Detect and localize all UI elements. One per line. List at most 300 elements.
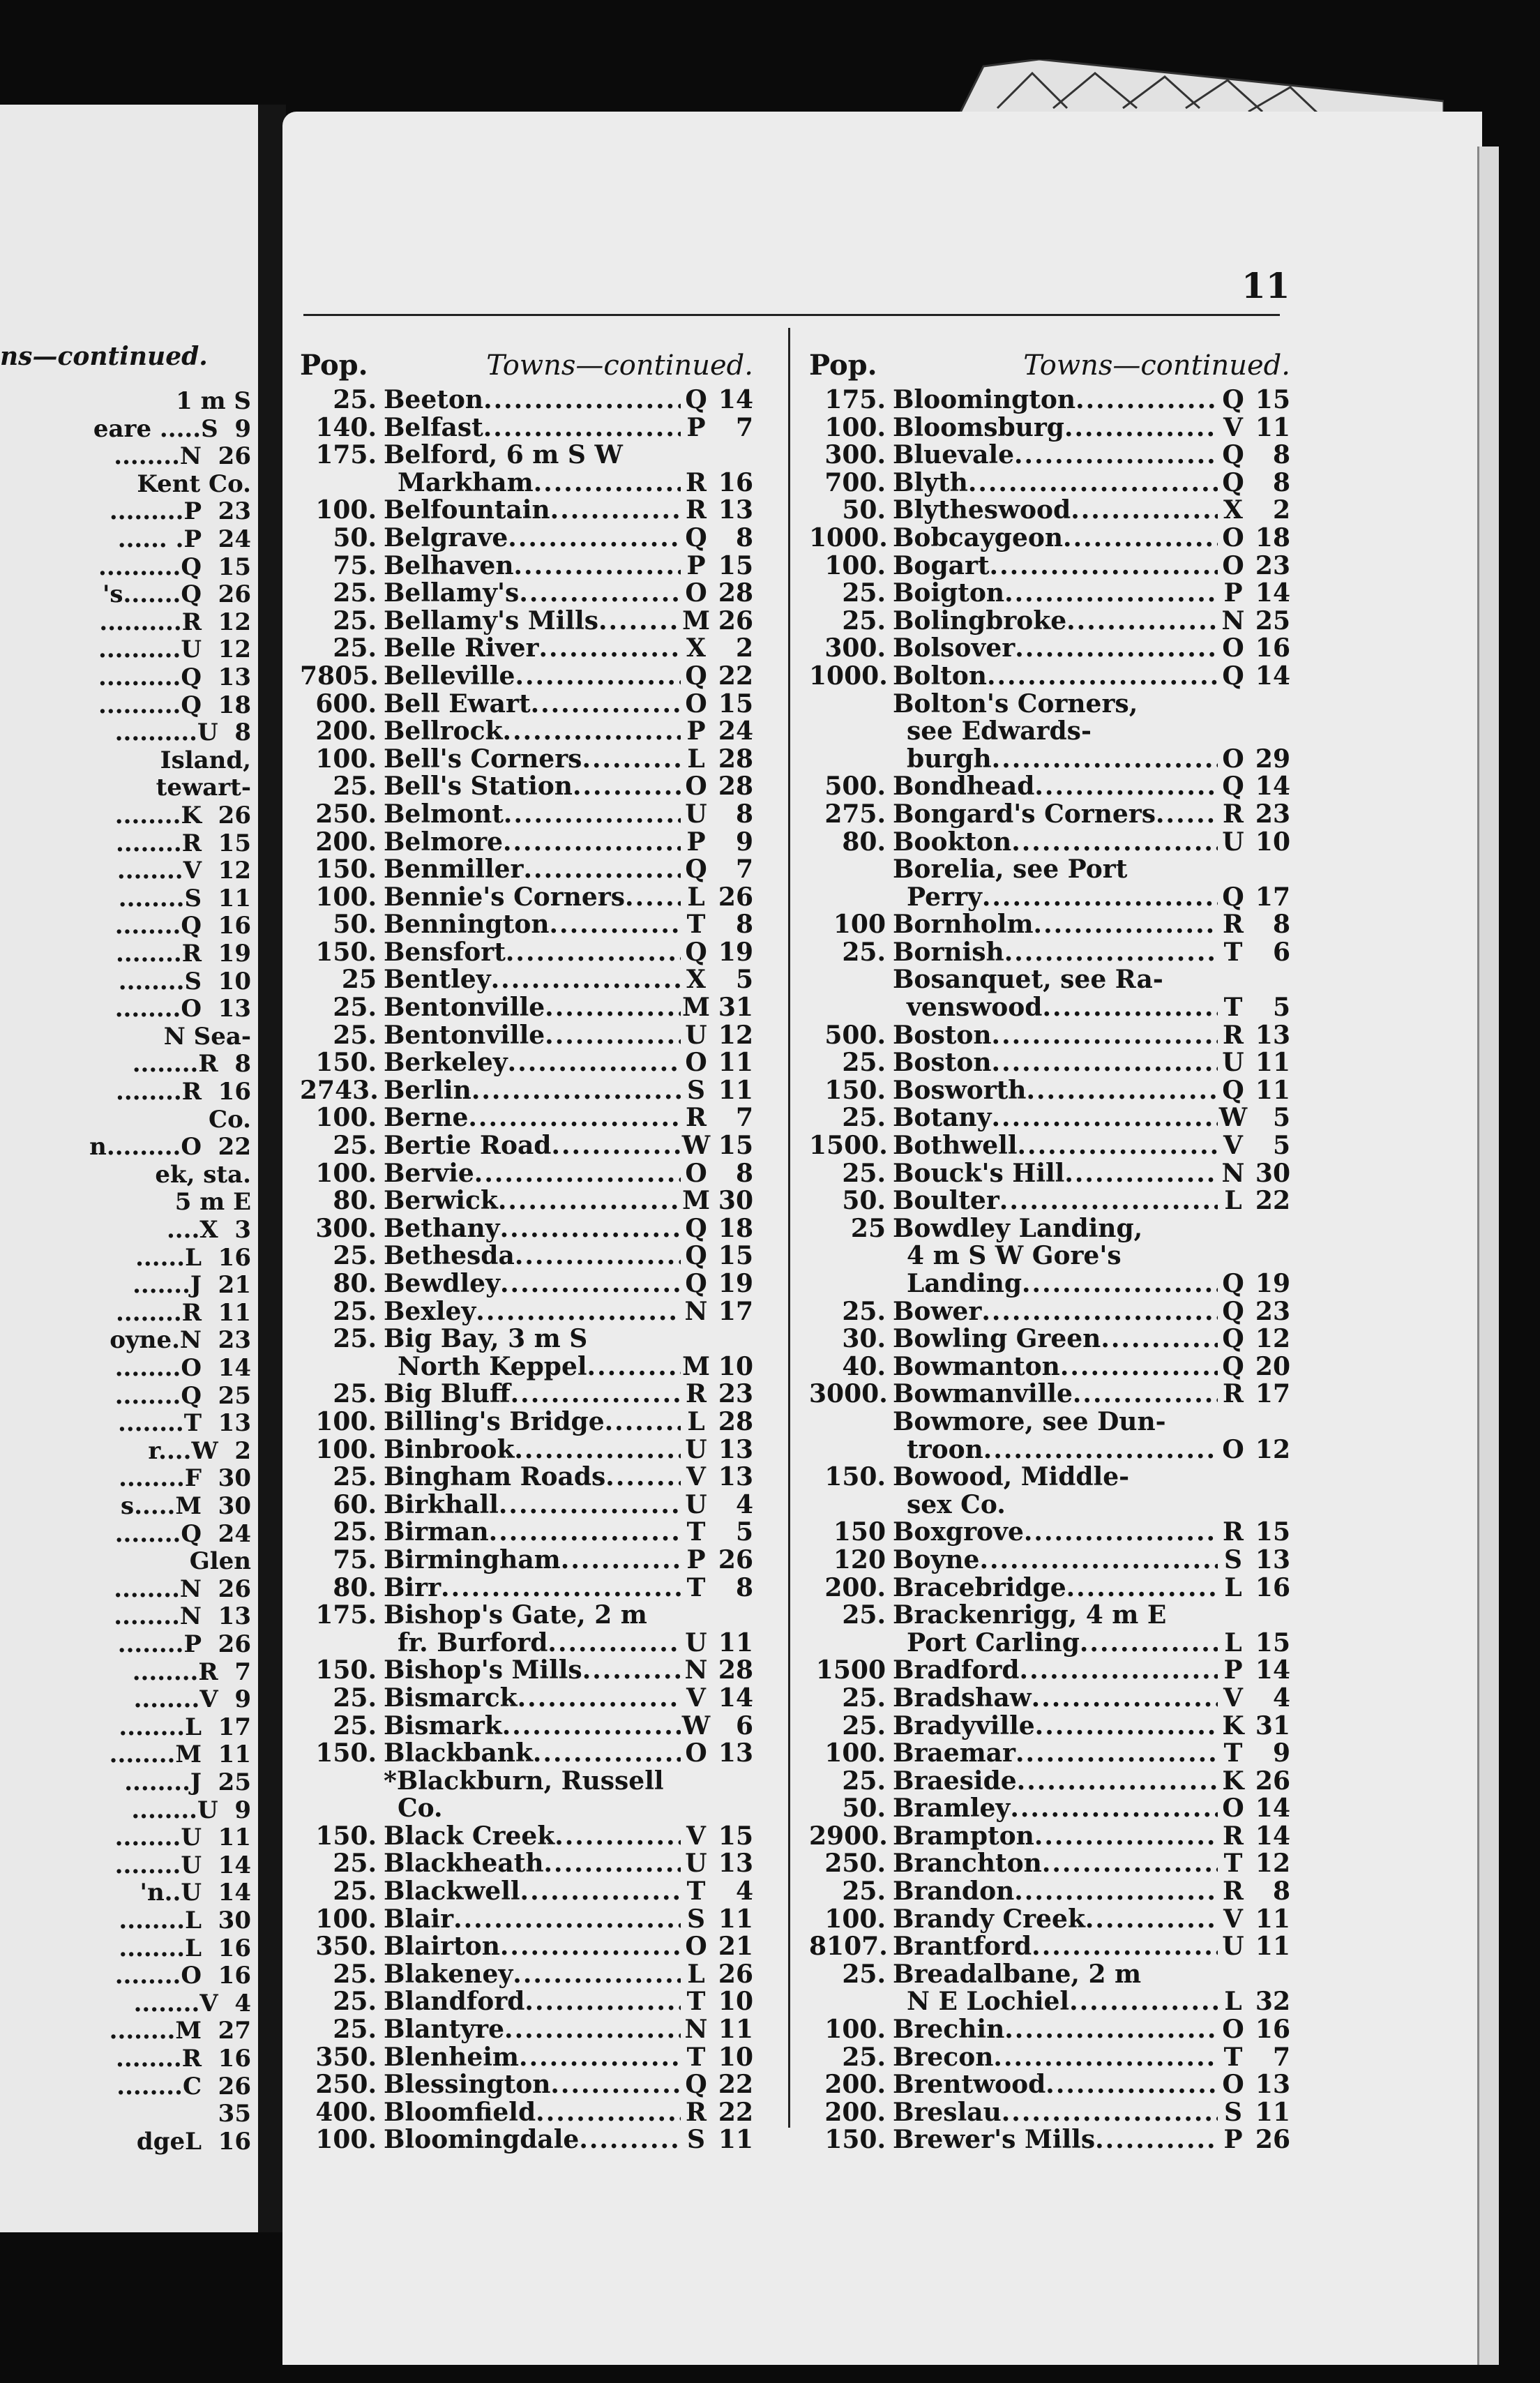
left-page-line: ........J 25 [124, 1768, 251, 1796]
map-number: 11 [718, 2015, 753, 2045]
map-number: 8 [1272, 440, 1290, 470]
left-page-line: r....W 2 [148, 1436, 251, 1465]
town-row [300, 773, 753, 801]
town-population: 25. [842, 937, 886, 967]
town-name: Billing's Bridge ..... [384, 1408, 681, 1436]
town-name: Bertie Road ..... [384, 1132, 681, 1160]
town-name: Bennie's Corners ..... [384, 884, 681, 912]
map-letter: R [1223, 910, 1244, 940]
left-page-line: ........K 26 [114, 802, 251, 829]
town-population: 100. [315, 1103, 377, 1133]
map-number: 28 [718, 578, 753, 608]
town-name: Bewdley ..... [384, 1270, 681, 1298]
map-number: 13 [718, 1462, 753, 1492]
town-row [300, 1242, 753, 1270]
town-population: 25. [842, 1683, 886, 1713]
town-population [300, 1630, 384, 1657]
map-number [1248, 1602, 1290, 1630]
map-number [1248, 1408, 1290, 1436]
town-population: 50. [842, 495, 886, 525]
map-number: 17 [1255, 882, 1290, 912]
map-number: 13 [718, 495, 753, 525]
map-letter: O [1222, 523, 1244, 552]
map-letter: Q [685, 1269, 707, 1298]
map-number: 12 [1255, 1434, 1290, 1464]
left-page-line: s.....M 30 [121, 1492, 251, 1520]
map-number: 4 [1272, 1683, 1290, 1713]
town-population: 100. [824, 2015, 886, 2045]
map-number: 18 [1255, 523, 1290, 552]
town-population [300, 1353, 384, 1381]
map-letter: S [1224, 1544, 1242, 1574]
town-row [809, 1408, 1290, 1436]
map-number: 22 [718, 2070, 753, 2100]
town-population: 350. [315, 1932, 377, 1962]
map-letter: P [686, 412, 706, 442]
map-letter: L [1224, 1987, 1242, 2017]
map-number: 28 [718, 1406, 753, 1436]
town-name: Breadalbane, 2 m [893, 1960, 1142, 1989]
map-letter: R [686, 1103, 707, 1133]
town-population: 200. [824, 2097, 886, 2127]
town-population: 150. [315, 1738, 377, 1768]
town-row [300, 856, 753, 884]
town-row [300, 552, 753, 580]
column-header [300, 349, 753, 384]
town-name: N E Lochiel ..... [893, 1988, 1218, 2016]
town-population: 150. [824, 1462, 886, 1492]
town-population: 25. [333, 1987, 377, 2017]
town-row [300, 1519, 753, 1547]
town-population: 80. [333, 1269, 377, 1298]
map-letter [1218, 1464, 1248, 1491]
town-row [300, 1381, 753, 1408]
left-page-line: ........L 17 [119, 1713, 251, 1741]
map-number: 11 [1255, 412, 1290, 442]
map-letter: R [686, 2097, 707, 2127]
town-name: Belfast ..... [384, 414, 681, 442]
town-name: Bethesda ..... [384, 1242, 681, 1270]
town-row [809, 1242, 1290, 1270]
map-letter: M [682, 993, 710, 1023]
town-population: 25. [842, 606, 886, 636]
map-number [711, 1602, 753, 1630]
town-row [300, 1270, 753, 1298]
map-number [1248, 1961, 1290, 1989]
town-population: 150. [315, 1048, 377, 1078]
map-letter: R [1223, 1517, 1244, 1547]
map-number: 7 [735, 855, 753, 885]
town-population: 100. [315, 1904, 377, 1934]
map-letter: P [1223, 1655, 1243, 1685]
map-number: 23 [1255, 550, 1290, 580]
town-row [300, 1104, 753, 1132]
map-number: 8 [1272, 467, 1290, 497]
town-name: Bethany ..... [384, 1215, 681, 1243]
town-name: fr. Burford ..... [384, 1630, 681, 1657]
town-name: Blyth ..... [893, 469, 1218, 497]
town-row [809, 1187, 1290, 1215]
map-number: 14 [1255, 772, 1290, 802]
town-row [300, 635, 753, 663]
town-row [300, 386, 753, 414]
town-row [809, 911, 1290, 939]
town-row [300, 1988, 753, 2016]
town-population: 25. [333, 606, 377, 636]
town-name: Birmingham ..... [384, 1547, 681, 1574]
left-page-line: ..........Q 18 [98, 691, 251, 719]
town-row [809, 1850, 1290, 1878]
map-number: 26 [1255, 2125, 1290, 2155]
town-population: 1000. [809, 661, 888, 691]
town-name: Belgrave ..... [384, 525, 681, 552]
town-row [300, 746, 753, 774]
left-page-line: ......L 16 [135, 1243, 251, 1272]
town-row [809, 1906, 1290, 1934]
map-number: 18 [718, 1213, 753, 1243]
town-population: 25. [333, 385, 377, 414]
map-number: 23 [1255, 1296, 1290, 1326]
map-letter: Q [1222, 1269, 1244, 1298]
town-row [809, 1298, 1290, 1326]
map-number: 14 [718, 1683, 753, 1713]
town-name: Bloomingdale ..... [384, 2126, 681, 2154]
town-row [809, 497, 1290, 525]
map-letter: Q [685, 2070, 707, 2100]
town-population: 350. [315, 2042, 377, 2072]
map-number: 16 [1255, 633, 1290, 663]
map-letter: L [1224, 1186, 1242, 1216]
town-row [809, 1215, 1290, 1243]
town-row [809, 1961, 1290, 1989]
town-row [300, 525, 753, 552]
map-letter: L [687, 744, 705, 774]
town-row [300, 580, 753, 608]
town-population: 25. [842, 1711, 886, 1741]
town-row [300, 966, 753, 994]
map-letter: P [686, 716, 706, 746]
town-population: 1500. [809, 1131, 888, 1161]
map-number: 15 [718, 550, 753, 580]
town-name: Boulter ..... [893, 1187, 1218, 1215]
left-page-line: ........P 26 [117, 1630, 251, 1658]
town-name: Blytheswood ..... [893, 497, 1218, 525]
column-header [809, 349, 1290, 384]
town-row [300, 1961, 753, 1989]
map-number: 11 [718, 1904, 753, 1934]
map-number: 8 [1272, 1877, 1290, 1907]
map-letter: R [686, 467, 707, 497]
map-number: 12 [1255, 1324, 1290, 1354]
map-letter: P [686, 550, 706, 580]
town-population: 25. [842, 578, 886, 608]
left-page-line: Kent Co. [137, 469, 251, 498]
town-name: Bloomington ..... [893, 386, 1218, 414]
town-name: 4 m S W Gore's [907, 1242, 1122, 1270]
town-row [300, 2016, 753, 2044]
town-row [300, 1408, 753, 1436]
town-population: 25. [842, 2042, 886, 2072]
town-population: 100. [824, 412, 886, 442]
town-row [300, 1657, 753, 1685]
town-name: Bornish ..... [893, 939, 1218, 967]
map-letter: U [685, 1489, 707, 1519]
left-page-line: .......J 21 [133, 1271, 251, 1300]
town-population: 25. [842, 1600, 886, 1630]
left-page-line: tewart- [156, 774, 251, 802]
map-letter: W [1218, 1103, 1248, 1133]
town-row [300, 1215, 753, 1243]
town-row [300, 1160, 753, 1188]
map-letter: T [1223, 993, 1243, 1023]
map-number: 13 [718, 1849, 753, 1879]
map-letter: K [1222, 1766, 1244, 1796]
map-number: 28 [718, 772, 753, 802]
left-page-line: Island, [160, 746, 251, 774]
map-number [1248, 1464, 1290, 1491]
map-letter: O [1222, 744, 1244, 774]
town-population: 150. [315, 855, 377, 885]
town-population: 250. [315, 799, 377, 829]
map-letter [681, 1768, 711, 1796]
town-row [300, 1187, 753, 1215]
map-letter: R [1223, 799, 1244, 829]
map-number: 5 [1272, 993, 1290, 1023]
map-letter [1218, 718, 1248, 746]
map-number: 12 [718, 1020, 753, 1050]
map-number: 5 [735, 1517, 753, 1547]
town-row [300, 1685, 753, 1713]
map-number: 19 [718, 937, 753, 967]
map-letter: Q [685, 385, 707, 414]
town-row [809, 1657, 1290, 1685]
town-population: 2900. [809, 1821, 888, 1851]
left-page-line: 35 [218, 2100, 251, 2128]
town-row [809, 525, 1290, 552]
map-number: 2 [1272, 495, 1290, 525]
town-name: *Blackburn, Russell [384, 1767, 664, 1796]
left-page-line: ........N 26 [114, 442, 251, 471]
town-population [300, 1768, 384, 1796]
town-population: 80. [333, 1572, 377, 1602]
town-population [809, 856, 893, 884]
map-number [711, 1795, 753, 1823]
town-population: 25. [333, 993, 377, 1023]
town-name: Bentonville ..... [384, 994, 681, 1022]
map-letter: K [1222, 1711, 1244, 1741]
town-name: Brandon ..... [893, 1878, 1218, 1906]
town-row [300, 1022, 753, 1050]
left-page-line: ........Q 24 [114, 1519, 251, 1548]
town-row [809, 801, 1290, 829]
town-name: Bloomsburg ..... [893, 414, 1218, 442]
town-name: Bluevale ..... [893, 442, 1218, 469]
town-name: Bobcaygeon ..... [893, 525, 1218, 552]
town-name: Berlin ..... [384, 1077, 681, 1105]
map-letter: T [686, 2042, 706, 2072]
map-number: 26 [1255, 1766, 1290, 1796]
left-page-line: ........R 8 [132, 1050, 251, 1078]
map-number [1248, 1242, 1290, 1270]
map-letter: Q [685, 661, 707, 691]
map-letter: R [1223, 1379, 1244, 1409]
left-page-line: 1 m S [176, 387, 251, 415]
left-page-line: ........T 13 [118, 1409, 251, 1438]
map-number: 10 [718, 1987, 753, 2017]
left-page-line: Co. [209, 1105, 251, 1134]
town-population: 500. [824, 772, 886, 802]
town-population: 300. [315, 1213, 377, 1243]
town-row [809, 1104, 1290, 1132]
town-population: 50. [842, 1186, 886, 1216]
map-letter: T [686, 1877, 706, 1907]
town-name: Belleville ..... [384, 663, 681, 691]
map-letter: P [686, 1544, 706, 1574]
map-letter: U [685, 1020, 707, 1050]
town-population: 100. [315, 495, 377, 525]
town-row [300, 1298, 753, 1326]
left-page-line: 'n..U 14 [139, 1879, 251, 1907]
map-letter: M [682, 1351, 710, 1381]
town-row [809, 1325, 1290, 1353]
town-row [809, 2071, 1290, 2099]
map-number: 7 [1272, 2042, 1290, 2072]
map-number: 8 [735, 1572, 753, 1602]
map-letter: O [685, 578, 707, 608]
map-letter: X [686, 965, 706, 995]
map-letter [1218, 691, 1248, 719]
map-letter: U [685, 799, 707, 829]
town-row [809, 1823, 1290, 1851]
town-population: 275. [824, 799, 886, 829]
map-letter: V [686, 1683, 706, 1713]
town-row [809, 580, 1290, 608]
map-number: 7 [735, 412, 753, 442]
town-name: Bornholm ..... [893, 911, 1218, 939]
town-name: Berwick ..... [384, 1187, 681, 1215]
town-population [809, 1408, 893, 1436]
map-letter: L [687, 1406, 705, 1436]
left-page-line: ........M 27 [109, 2017, 251, 2045]
map-letter: P [1223, 2125, 1243, 2155]
left-page-line: ..........Q 15 [98, 552, 251, 581]
town-population: 25 [850, 1213, 886, 1243]
left-page-line: ..........Q 13 [98, 663, 251, 691]
left-page-line: ...... .P 24 [117, 525, 251, 553]
town-population: 25. [333, 1517, 377, 1547]
towns-column-left [300, 349, 753, 2154]
map-number: 15 [718, 1131, 753, 1161]
map-letter: N [1221, 1158, 1245, 1188]
town-name: Bentley ..... [384, 966, 681, 994]
town-row [809, 1878, 1290, 1906]
map-letter: W [681, 1131, 711, 1161]
town-row [300, 884, 753, 912]
town-name: Boston ..... [893, 1022, 1218, 1050]
town-row [809, 1077, 1290, 1105]
town-name: Berkeley ..... [384, 1049, 681, 1077]
map-letter: Q [685, 523, 707, 552]
town-population: 25. [333, 633, 377, 663]
town-row [809, 1132, 1290, 1160]
map-number [1248, 691, 1290, 719]
map-number: 14 [1255, 1821, 1290, 1851]
town-population [809, 1630, 893, 1657]
left-page-line: dgeL 16 [136, 2127, 251, 2156]
map-number: 19 [1255, 1269, 1290, 1298]
town-row [300, 1768, 753, 1796]
town-name: sex Co. [907, 1491, 1006, 1519]
map-number: 8 [735, 799, 753, 829]
town-population: 50. [842, 1794, 886, 1824]
left-page-line: ........R 16 [116, 2045, 251, 2073]
header-rule [303, 314, 1280, 316]
town-row [300, 1713, 753, 1741]
map-letter: Q [1222, 1075, 1244, 1105]
town-population: 120 [833, 1544, 886, 1574]
town-row [809, 1713, 1290, 1741]
town-population: 100. [824, 1738, 886, 1768]
town-name: Blackbank ..... [384, 1740, 681, 1768]
map-number: 11 [1255, 1048, 1290, 1078]
map-letter: P [1223, 578, 1243, 608]
town-row [300, 1740, 753, 1768]
map-letter: Q [1222, 385, 1244, 414]
map-number: 8 [735, 1158, 753, 1188]
map-number: 8 [735, 910, 753, 940]
map-letter: O [685, 1932, 707, 1962]
town-row [809, 1519, 1290, 1547]
town-row [300, 442, 753, 469]
town-row [809, 966, 1290, 994]
town-name: Bracebridge ..... [893, 1574, 1218, 1602]
map-letter [1218, 1215, 1248, 1243]
map-letter: U [685, 1627, 707, 1657]
map-letter: N [1221, 606, 1245, 636]
map-letter: S [687, 1904, 705, 1934]
left-page-line: ........O 14 [114, 1354, 251, 1382]
map-letter: L [1224, 1572, 1242, 1602]
town-row [809, 2016, 1290, 2044]
town-name: Boigton ..... [893, 580, 1218, 608]
town-population: 25. [333, 1324, 377, 1354]
map-number: 11 [1255, 1904, 1290, 1934]
town-row [300, 608, 753, 636]
town-population [809, 1988, 893, 2016]
town-name: Birkhall ..... [384, 1491, 681, 1519]
town-population [809, 718, 893, 746]
town-name: Bellamy's Mills ..... [384, 608, 681, 636]
town-name: Landing ..... [893, 1270, 1218, 1298]
town-row [809, 608, 1290, 636]
town-name: Bellamy's ..... [384, 580, 681, 608]
town-name: Bellrock ..... [384, 718, 681, 746]
town-name: Bingham Roads ..... [384, 1464, 681, 1491]
town-population: 25. [842, 1877, 886, 1907]
town-row [809, 939, 1290, 967]
town-name: Bogart ..... [893, 552, 1218, 580]
town-name: Blakeney ..... [384, 1961, 681, 1989]
map-letter: L [687, 882, 705, 912]
town-population [300, 1795, 384, 1823]
pop-header: Pop. [300, 349, 368, 382]
town-population: 80. [842, 827, 886, 857]
town-name: Brentwood ..... [893, 2071, 1218, 2099]
town-row [300, 1906, 753, 1934]
map-number: 14 [718, 385, 753, 414]
map-letter: M [682, 1186, 710, 1216]
town-population: 7805. [300, 661, 379, 691]
